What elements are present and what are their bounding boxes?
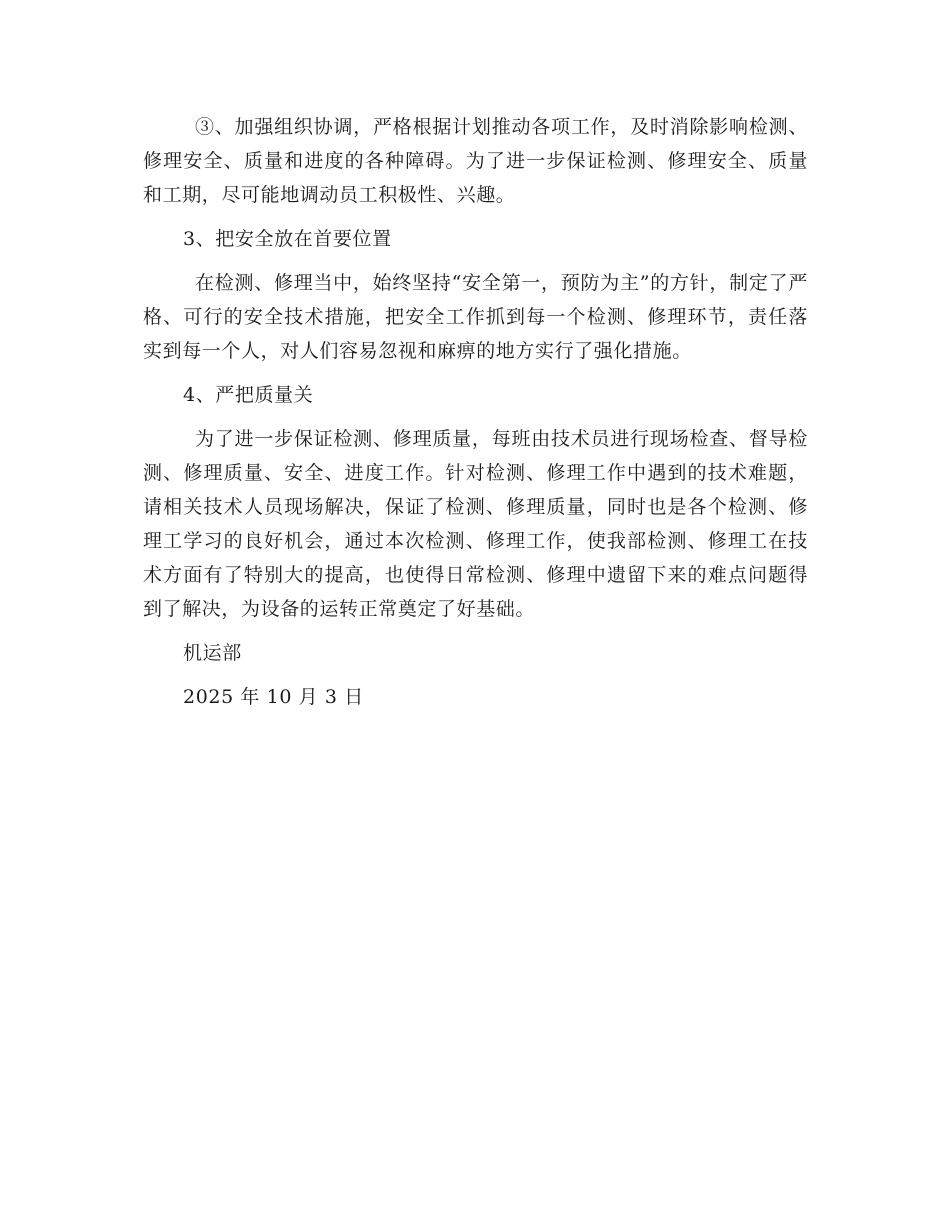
paragraph-coordination: ③、加强组织协调，严格根据计划推动各项工作，及时消除影响检测、修理安全、质量和进度的各种障碍。为了进一步保证检测、修理安全、质量和工期，尽可能地调动员工积极性、兴趣。	[143, 116, 808, 206]
paragraph-safety: 在检测、修理当中，始终坚持“安全第一，预防为主”的方针，制定了严格、可行的安全技术措施，把安全工作抓到每一个检测、修理环节，责任落实到每一个人，对人们容易忽视和麻痹的地方实行了强化措施。	[143, 272, 808, 362]
heading-safety-first: 3、把安全放在首要位置	[183, 228, 392, 250]
document-date: 2025 年 10 月 3 日	[183, 686, 364, 708]
heading-quality-control: 4、严把质量关	[183, 384, 314, 406]
paragraph-quality: 为了进一步保证检测、修理质量，每班由技术员进行现场检查、督导检测、修理质量、安全、进度工作。针对检测、修理工作中遇到的技术难题，请相关技术人员现场解决，保证了检测、修理质量，同时也是各个检测、修理工学习的良好机会，通过本次检测、修理工作，使我部检测、修理工在技术方面有了特别大的提高，也使得日常检测、修理中遗留下来的难点问题得到了解决，为设备的运转正常奠定了好基础。	[143, 428, 808, 620]
document-body	[143, 110, 808, 714]
signature-department: 机运部	[183, 642, 242, 664]
